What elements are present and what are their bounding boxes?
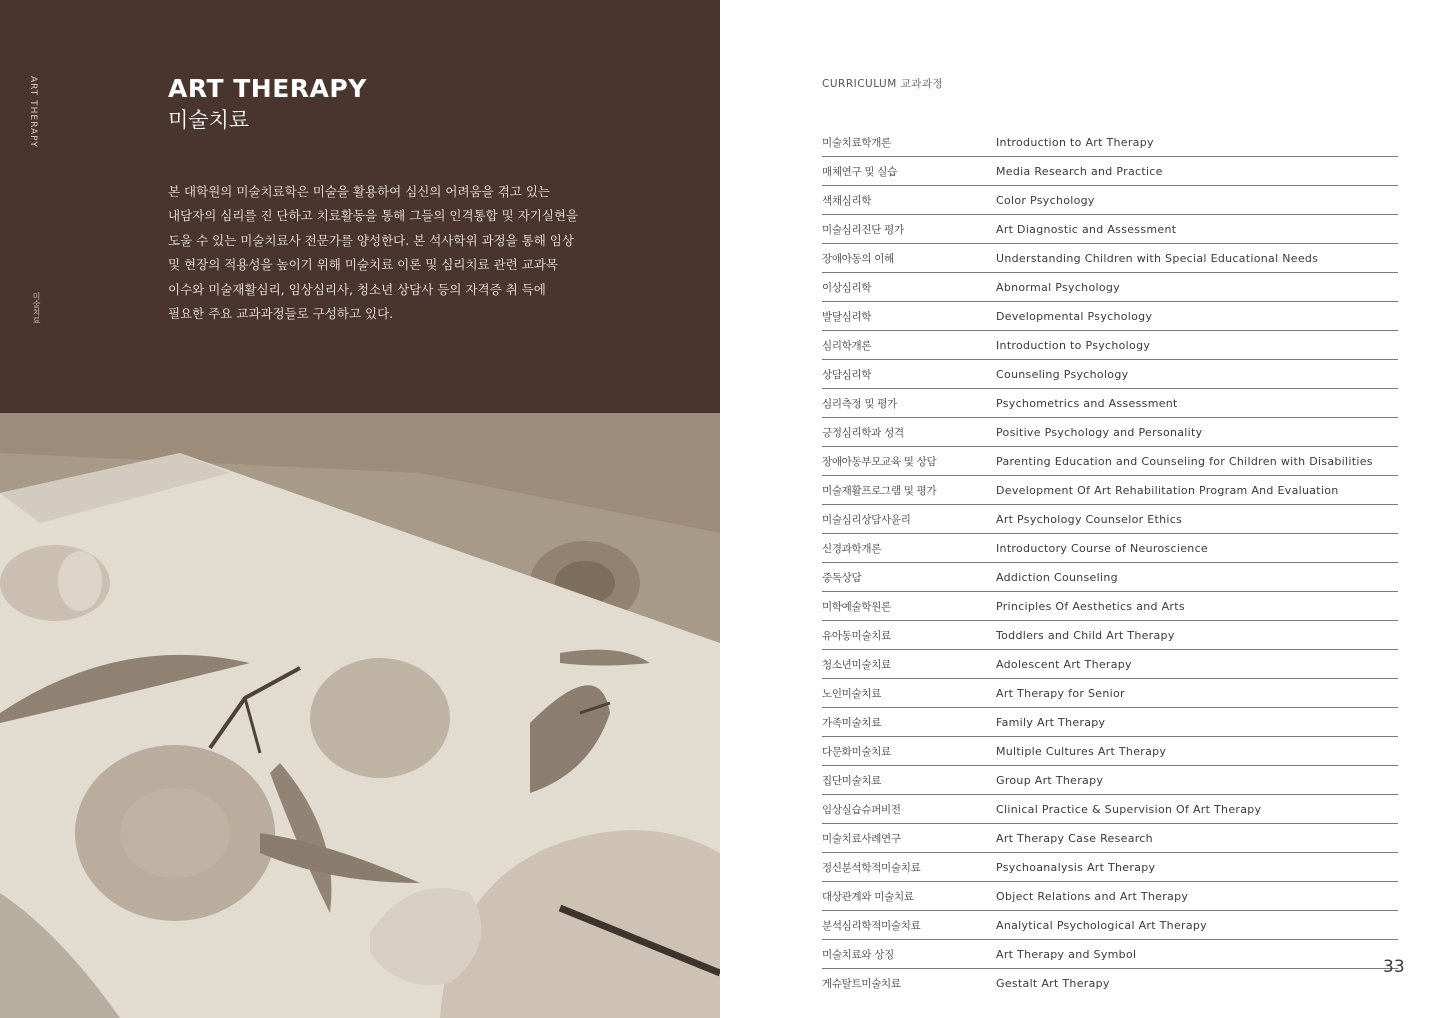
intro-line: 도울 수 있는 미술치료사 전문가를 양성한다. 본 석사학위 과정을 통해 임상 xyxy=(168,232,574,248)
course-english-name: Addiction Counseling xyxy=(996,570,1118,584)
page-title: ART THERAPY xyxy=(168,74,367,103)
course-english-name: Art Diagnostic and Assessment xyxy=(996,222,1177,236)
course-korean-name: 장애아동의 이해 xyxy=(822,252,894,265)
course-english-name: Object Relations and Art Therapy xyxy=(996,889,1189,903)
course-korean-name: 장애아동부모교육 및 상담 xyxy=(822,455,937,468)
course-english-name: Introduction to Psychology xyxy=(996,338,1151,352)
course-korean-name: 게슈탈트미술치료 xyxy=(822,977,901,990)
course-english-name: Color Psychology xyxy=(996,193,1095,207)
brown-header-block xyxy=(0,0,720,413)
course-english-name: Development Of Art Rehabilitation Program And Evaluation xyxy=(996,483,1339,497)
course-row xyxy=(822,621,1398,650)
course-korean-name: 미학예술학원론 xyxy=(822,600,891,613)
curriculum-header: CURRICULUM 교과과정 xyxy=(822,78,944,90)
course-english-name: Analytical Psychological Art Therapy xyxy=(996,918,1207,932)
course-english-name: Understanding Children with Special Educational Needs xyxy=(996,251,1319,265)
course-row xyxy=(822,708,1398,737)
page-number: 33 xyxy=(1383,957,1405,977)
side-tab-label: ART THERAPY xyxy=(28,76,38,148)
watercolor-painting-photo xyxy=(0,413,720,1018)
course-korean-name: 미술재활프로그램 및 평가 xyxy=(822,484,937,497)
course-korean-name: 심리측정 및 평가 xyxy=(822,397,897,410)
course-row xyxy=(822,331,1398,360)
course-row xyxy=(822,244,1398,273)
course-korean-name: 신경과학개론 xyxy=(822,542,882,555)
course-korean-name: 상담심리학 xyxy=(822,368,872,381)
course-row xyxy=(822,969,1398,997)
intro-line: 및 현장의 적용성을 높이기 위해 미술치료 이론 및 심리치료 관련 교과목 xyxy=(168,257,558,273)
course-korean-name: 색채심리학 xyxy=(822,194,872,207)
course-row xyxy=(822,534,1398,563)
course-row xyxy=(822,157,1398,186)
course-korean-name: 다문화미술치료 xyxy=(822,745,891,758)
course-korean-name: 긍정심리학과 성격 xyxy=(822,426,904,439)
page-subtitle-korean: 미술치료 xyxy=(168,108,250,132)
course-english-name: Positive Psychology and Personality xyxy=(996,425,1203,439)
course-korean-name: 대상관계와 미술치료 xyxy=(822,890,914,903)
course-korean-name: 노인미술치료 xyxy=(822,687,882,700)
course-row xyxy=(822,505,1398,534)
course-english-name: Introductory Course of Neuroscience xyxy=(996,541,1208,555)
course-korean-name: 분석심리학적미술치료 xyxy=(822,919,921,932)
course-english-name: Principles Of Aesthetics and Arts xyxy=(996,599,1185,613)
course-english-name: Developmental Psychology xyxy=(996,309,1153,323)
course-row xyxy=(822,766,1398,795)
course-english-name: Family Art Therapy xyxy=(996,715,1106,729)
course-english-name: Parenting Education and Counseling for Children with Disabilities xyxy=(996,454,1373,468)
course-row xyxy=(822,737,1398,766)
course-row xyxy=(822,389,1398,418)
course-english-name: Psychoanalysis Art Therapy xyxy=(996,860,1156,874)
intro-line: 본 대학원의 미술치료학은 미술을 활용하여 심신의 어려움을 겪고 있는 xyxy=(168,184,550,199)
course-english-name: Abnormal Psychology xyxy=(996,280,1120,294)
course-english-name: Group Art Therapy xyxy=(996,773,1104,787)
course-korean-name: 미술치료학개론 xyxy=(822,136,891,149)
course-row xyxy=(822,650,1398,679)
course-row xyxy=(822,853,1398,882)
course-row xyxy=(822,360,1398,389)
course-row xyxy=(822,186,1398,215)
course-korean-name: 임상실습슈퍼비전 xyxy=(822,803,901,816)
intro-line: 필요한 주요 교과과정들로 구성하고 있다. xyxy=(168,306,394,322)
course-row xyxy=(822,911,1398,940)
course-row xyxy=(822,273,1398,302)
intro-paragraph xyxy=(168,180,598,326)
course-english-name: Psychometrics and Assessment xyxy=(996,396,1178,410)
course-korean-name: 발달심리학 xyxy=(822,310,872,323)
course-row xyxy=(822,940,1398,969)
course-row xyxy=(822,215,1398,244)
course-english-name: Adolescent Art Therapy xyxy=(996,657,1132,671)
course-row xyxy=(822,447,1398,476)
photo-illustration xyxy=(0,413,720,1018)
side-tab-korean-label: 미술치료 xyxy=(32,292,41,324)
intro-line: 이수와 미술재활심리, 임상심리사, 청소년 상담사 등의 자격증 취 득에 xyxy=(168,281,546,297)
course-row xyxy=(822,679,1398,708)
course-korean-name: 집단미술치료 xyxy=(822,774,882,787)
course-row xyxy=(822,795,1398,824)
course-korean-name: 이상심리학 xyxy=(822,281,872,294)
course-korean-name: 매체연구 및 실습 xyxy=(822,165,897,178)
course-english-name: Clinical Practice & Supervision Of Art Therapy xyxy=(996,802,1262,816)
course-english-name: Art Therapy Case Research xyxy=(996,831,1153,845)
course-english-name: Counseling Psychology xyxy=(996,367,1129,381)
intro-line: 내담자의 심리를 진 단하고 치료활동을 통해 그들의 인격통합 및 자기실현을 xyxy=(168,208,579,224)
course-korean-name: 유아동미술치료 xyxy=(822,629,891,642)
course-row xyxy=(822,476,1398,505)
course-korean-name: 정신분석학적미술치료 xyxy=(822,861,921,874)
course-korean-name: 미술치료와 상징 xyxy=(822,948,894,961)
course-row xyxy=(822,418,1398,447)
course-english-name: Art Therapy for Senior xyxy=(996,686,1125,700)
course-english-name: Media Research and Practice xyxy=(996,164,1163,178)
course-korean-name: 중독상담 xyxy=(822,571,862,584)
course-korean-name: 미술심리상담사윤리 xyxy=(822,513,911,526)
course-row xyxy=(822,882,1398,911)
course-english-name: Introduction to Art Therapy xyxy=(996,135,1154,149)
course-english-name: Gestalt Art Therapy xyxy=(996,976,1110,990)
curriculum-table xyxy=(822,128,1398,997)
course-row xyxy=(822,128,1398,157)
course-korean-name: 가족미술치료 xyxy=(822,716,882,729)
course-row xyxy=(822,824,1398,853)
course-korean-name: 미술심리진단 평가 xyxy=(822,223,904,236)
course-korean-name: 미술치료사례연구 xyxy=(822,832,901,845)
course-row xyxy=(822,563,1398,592)
course-row xyxy=(822,302,1398,331)
course-english-name: Art Therapy and Symbol xyxy=(996,947,1137,961)
course-english-name: Art Psychology Counselor Ethics xyxy=(996,512,1183,526)
course-row xyxy=(822,592,1398,621)
course-english-name: Toddlers and Child Art Therapy xyxy=(996,628,1175,642)
course-korean-name: 청소년미술치료 xyxy=(822,658,891,671)
course-english-name: Multiple Cultures Art Therapy xyxy=(996,744,1167,758)
course-korean-name: 심리학개론 xyxy=(822,339,872,352)
